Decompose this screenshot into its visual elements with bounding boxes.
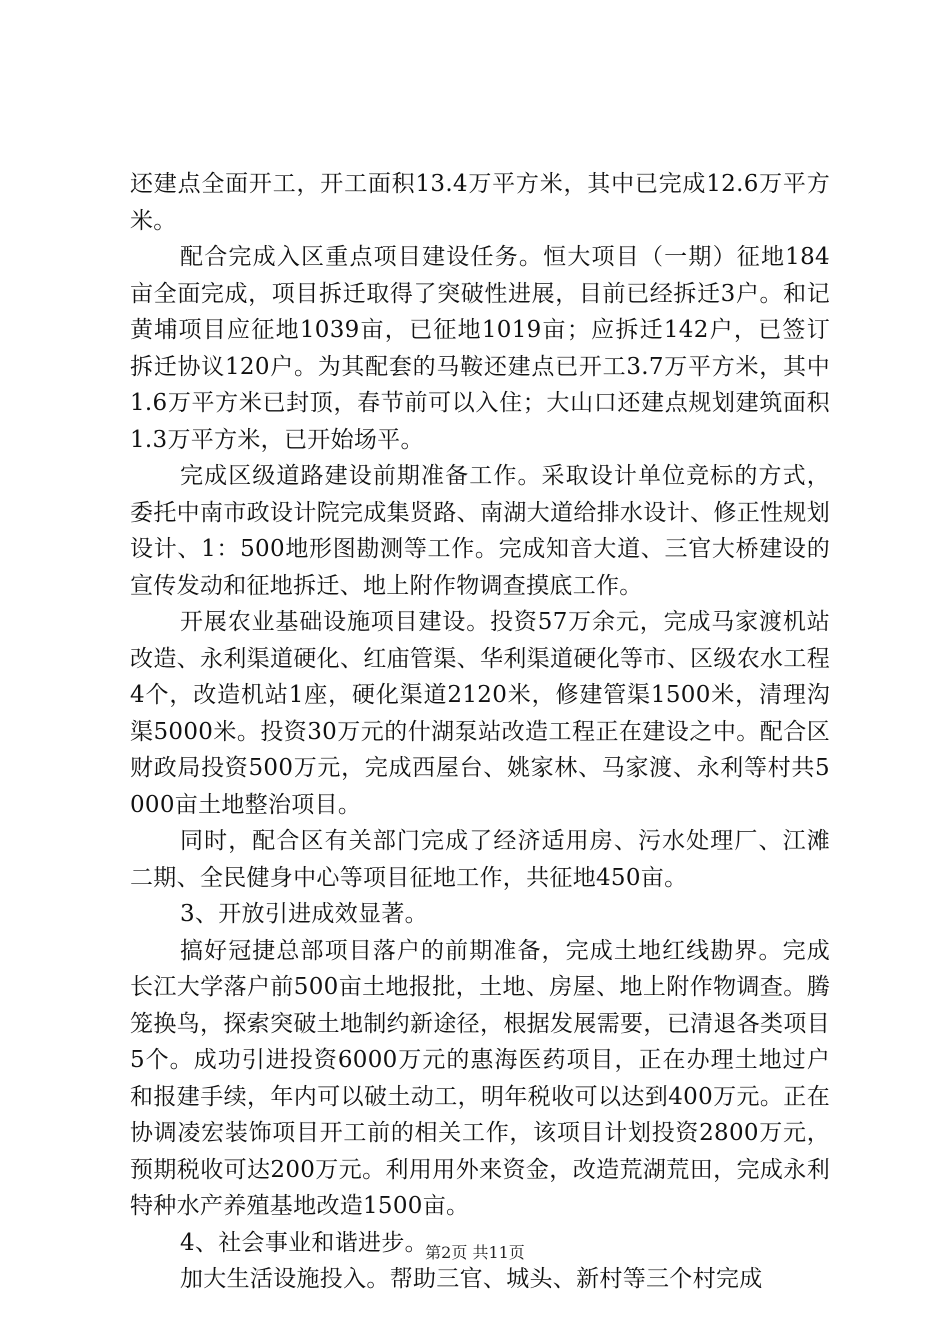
paragraph-3: 完成区级道路建设前期准备工作。采取设计单位竞标的方式，委托中南市政设计院完成集贤路、南湖大道给排水设计、修正性规划设计、1：500地形图勘测等工作。完成知音大道、三官大桥建设的宣传发动和征地拆迁、地上附作物调查摸底工作。 [130,463,830,599]
section-heading-3: 3、开放引进成效显著。 [180,901,428,927]
paragraph-4: 开展农业基础设施项目建设。投资57万余元，完成马家渡机站改造、永利渠道硬化、红庙管渠、华利渠道硬化等市、区级农水工程4个，改造机站1座，硬化渠道2120米，修建管渠1500米，清理沟渠5000米。投资30万元的什湖泵站改造工程正在建设之中。配合区财政局投资500万元，完成西屋台、姚家林、马家渡、永利等村共5000亩土地整治项目。 [130,609,830,818]
paragraph-6: 搞好冠捷总部项目落户的前期准备，完成土地红线勘界。完成长江大学落户前500亩土地报批，土地、房屋、地上附作物调查。腾笼换鸟，探索突破土地制约新途径，根据发展需要，已清退各类项目5个。成功引进投资6000万元的惠海医药项目，正在办理土地过户和报建手续，年内可以破土动工，明年税收可以达到400万元。正在协调凌宏装饰项目开工前的相关工作，该项目计划投资2800万元，预期税收可达200万元。利用用外来资金，改造荒湖荒田，完成永利特种水产养殖基地改造1500亩。 [130,937,830,1219]
paragraph-5: 同时，配合区有关部门完成了经济适用房、污水处理厂、江滩二期、全民健身中心等项目征地工作，共征地450亩。 [130,828,830,891]
paragraph-7: 加大生活设施投入。帮助三官、城头、新村等三个村完成 [180,1266,763,1292]
section-heading-4: 4、社会事业和谐进步。 [180,1229,428,1256]
paragraph-1: 还建点全面开工，开工面积13.4万平方米，其中已完成12.6万平方米。 [130,171,830,234]
document-body [130,166,830,1298]
page-footer: 第2页 共11页 [425,1243,525,1262]
paragraph-2: 配合完成入区重点项目建设任务。恒大项目（一期）征地184亩全面完成，项目拆迁取得了突破性进展，目前已经拆迁3户。和记黄埔项目应征地1039亩，已征地1019亩；应拆迁142户，已签订拆迁协议120户。为其配套的马鞍还建点已开工3.7万平方米，其中1.6万平方米已封顶，春节前可以入住；大山口还建点规划建筑面积1.3万平方米，已开始场平。 [130,244,830,453]
